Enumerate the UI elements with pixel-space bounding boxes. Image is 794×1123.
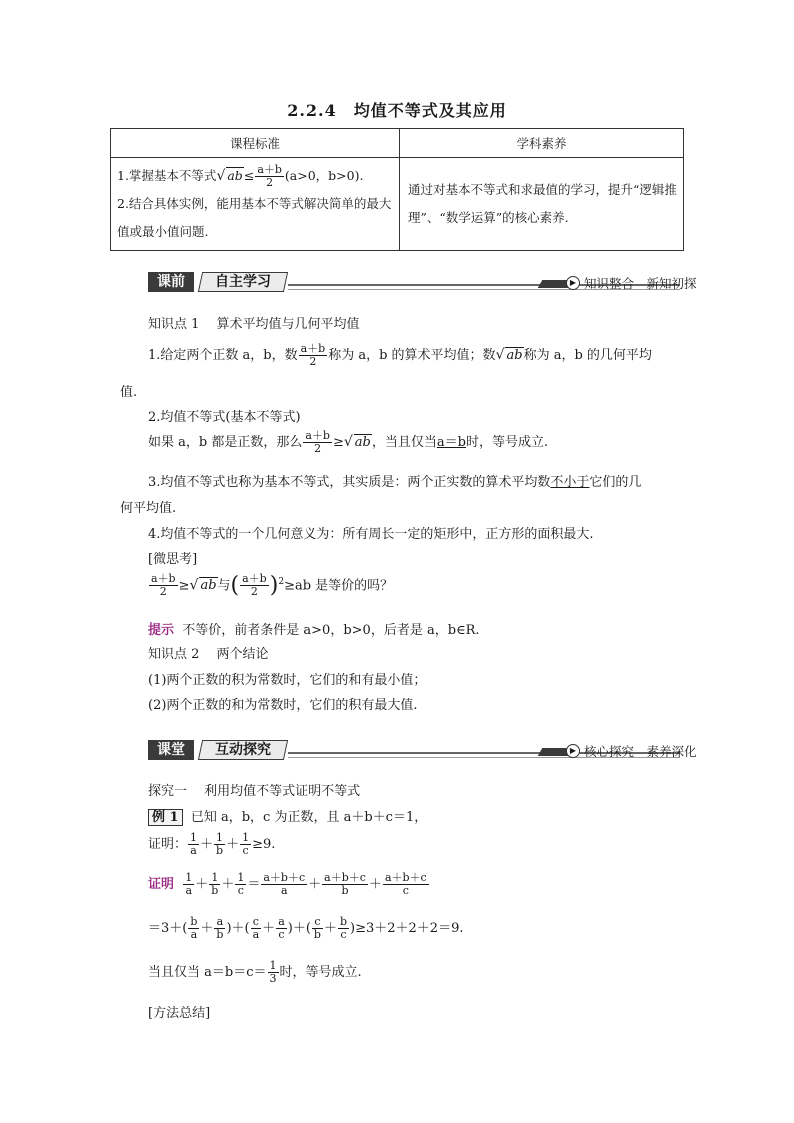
play-icon: ▶ xyxy=(566,276,580,290)
equality-condition: 当且仅当 a＝b＝c＝ $\frac{1}{3}$ 时，等号成立. xyxy=(148,959,362,985)
method-summary-label: [方法总结] xyxy=(148,1006,211,1021)
table-header-literacy: 学科素养 xyxy=(400,129,684,158)
micro-think-label: [微思考] xyxy=(148,552,198,567)
kp1-para1: 1.给定两个正数 a，b，数 $\frac{a+b}{2}$ 称为 a，b 的算术平均值；数√ ab称为 a，b 的几何平均 xyxy=(148,342,652,368)
section-banner-inclass: 课堂 互动探究 ▶ 核心探究 素养深化 xyxy=(148,740,708,762)
prove-statement: 证明： $\frac{1}{a}$ ＋ $\frac{1}{b}$ ＋ $\frac{1}{c}$ ≥9. xyxy=(148,831,276,857)
play-icon: ▶ xyxy=(566,744,580,758)
explore-title: 探究一 利用均值不等式证明不等式 xyxy=(148,784,361,799)
kp1-para3: 如果 a，b 都是正数，那么 $\frac{a+b}{2}$ ≥√ ab，当且仅当a＝b时，等号成立. xyxy=(148,429,549,455)
kp1-title: 知识点 1 算术平均值与几何平均值 xyxy=(148,317,360,332)
curriculum-table xyxy=(110,128,684,251)
proof-line-2: ＝3＋( $\frac{b}{a}$ ＋ $\frac{a}{b}$ )＋( $\frac{c}{a}$ ＋ $\frac{a}{c}$ )＋( $\frac{c}{b}$ ＋ $\frac{b}{c}$ )≥3＋2＋2＋2＝9. xyxy=(148,915,464,941)
think-question: $\frac{a+b}{2}$ ≥√ ab与( $\frac{a+b}{2}$ )$^2$≥ab 是等价的吗？ xyxy=(151,572,394,599)
page-title: 2.2.4 均值不等式及其应用 xyxy=(287,101,507,120)
proof-line-1: 证明 $\frac{1}{a}$ ＋ $\frac{1}{b}$ ＋ $\frac{1}{c}$ ＝ $\frac{a+b+c}{a}$ ＋ $\frac{a+b+c}{b}$ ＋ $\frac{a+b+c}{c}$ xyxy=(148,871,427,897)
example-1: 例 1 已知 a，b，c 为正数，且 a＋b＋c＝1， xyxy=(148,806,427,825)
hint: 提示 不等价，前者条件是 a>0，b>0，后者是 a，b∈R. xyxy=(148,623,480,638)
section-banner-preclass: 课前 自主学习 ▶ 知识整合 新知初探 xyxy=(148,272,708,294)
table-cell-standard: 1.掌握基本不等式√ ab≤ $\frac{a+b}{2}$ (a>0，b>0). 2.结合具体实例，能用基本不等式解决简单的最大值或最小值问题. xyxy=(111,158,400,251)
kp2-title: 知识点 2 两个结论 xyxy=(148,647,269,662)
table-cell-literacy: 通过对基本不等式和求最值的学习，提升“逻辑推理”、“数学运算”的核心素养. xyxy=(400,158,684,251)
table-header-standard: 课程标准 xyxy=(111,129,400,158)
fraction: $\frac{a+b}{2}$ xyxy=(257,163,282,189)
